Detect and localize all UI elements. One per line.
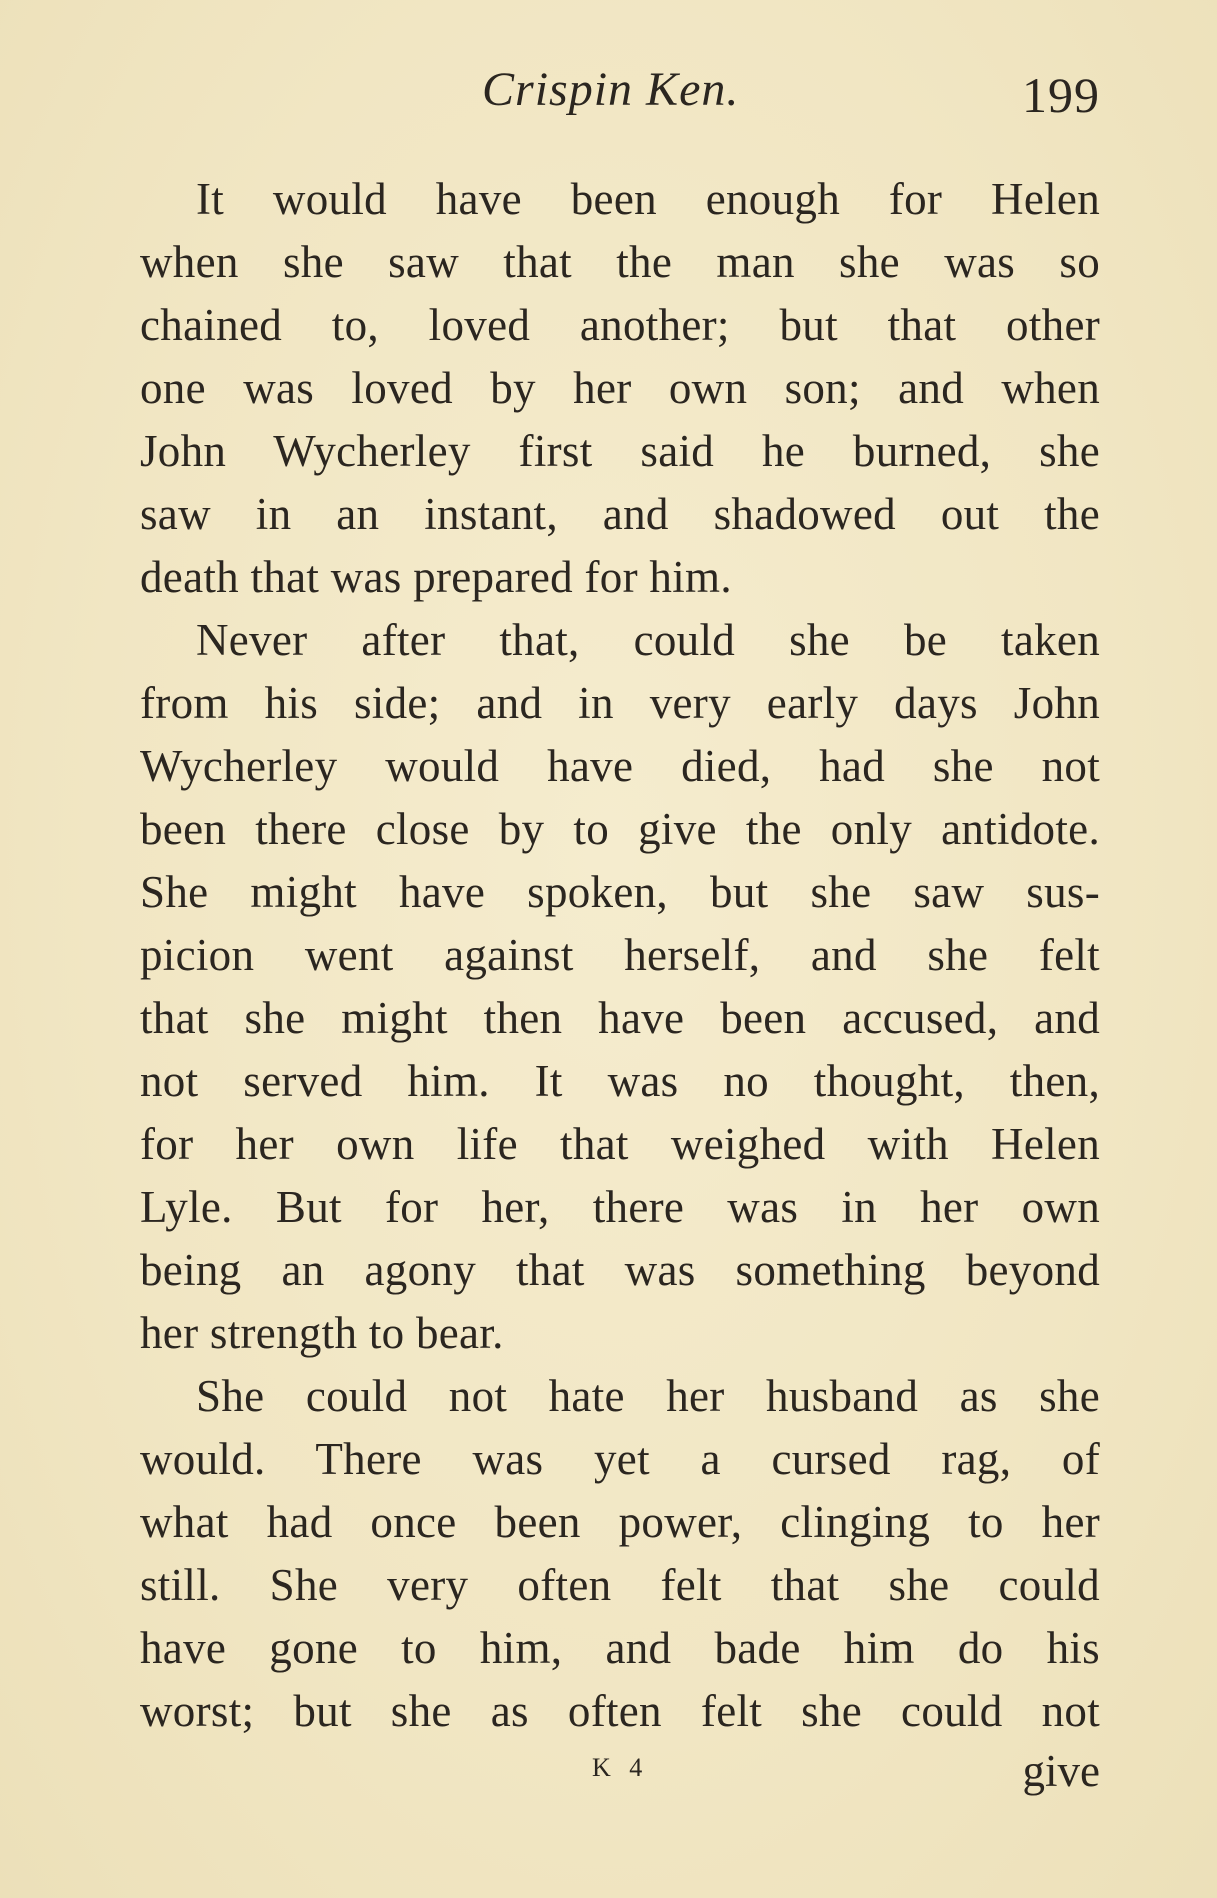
- text-line: for her own life that weighed with Helen: [140, 1119, 1100, 1169]
- catchword: give: [1022, 1746, 1100, 1796]
- text-line: Lyle. But for her, there was in her own: [140, 1182, 1100, 1232]
- text-line: saw in an instant, and shadowed out the: [140, 489, 1100, 539]
- text-line: being an agony that was something beyond: [140, 1245, 1100, 1295]
- text-line: her strength to bear.: [140, 1308, 504, 1358]
- text-line: Wycherley would have died, had she not: [140, 741, 1100, 791]
- text-line: She might have spoken, but she saw sus-: [140, 867, 1100, 917]
- text-line: chained to, loved another; but that other: [140, 300, 1100, 350]
- text-line: John Wycherley first said he burned, she: [140, 426, 1100, 476]
- page-header: [140, 58, 1100, 128]
- text-line: have gone to him, and bade him do his: [140, 1623, 1100, 1673]
- text-line: when she saw that the man she was so: [140, 237, 1100, 287]
- text-line: what had once been power, clinging to her: [140, 1497, 1100, 1547]
- page-number: 199: [1022, 67, 1100, 123]
- text-line: still. She very often felt that she could: [140, 1560, 1100, 1610]
- text-line: She could not hate her husband as she: [196, 1371, 1100, 1421]
- text-line: would. There was yet a cursed rag, of: [140, 1434, 1100, 1484]
- signature-mark: K 4: [592, 1753, 649, 1782]
- running-title: Crispin Ken.: [482, 63, 740, 116]
- text-line: that she might then have been accused, and: [140, 993, 1100, 1043]
- text-line: been there close by to give the only antidote.: [140, 804, 1100, 854]
- text-line: worst; but she as often felt she could not: [140, 1686, 1100, 1736]
- text-line: from his side; and in very early days John: [140, 678, 1100, 728]
- text-line: It would have been enough for Helen: [196, 174, 1100, 224]
- text-line: not served him. It was no thought, then,: [140, 1056, 1100, 1106]
- text-line: one was loved by her own son; and when: [140, 363, 1100, 413]
- page-footer: [140, 1745, 1100, 1805]
- text-line: death that was prepared for him.: [140, 552, 732, 602]
- body-text: [140, 168, 1100, 1743]
- text-line: Never after that, could she be taken: [196, 615, 1100, 665]
- text-line: picion went against herself, and she felt: [140, 930, 1100, 980]
